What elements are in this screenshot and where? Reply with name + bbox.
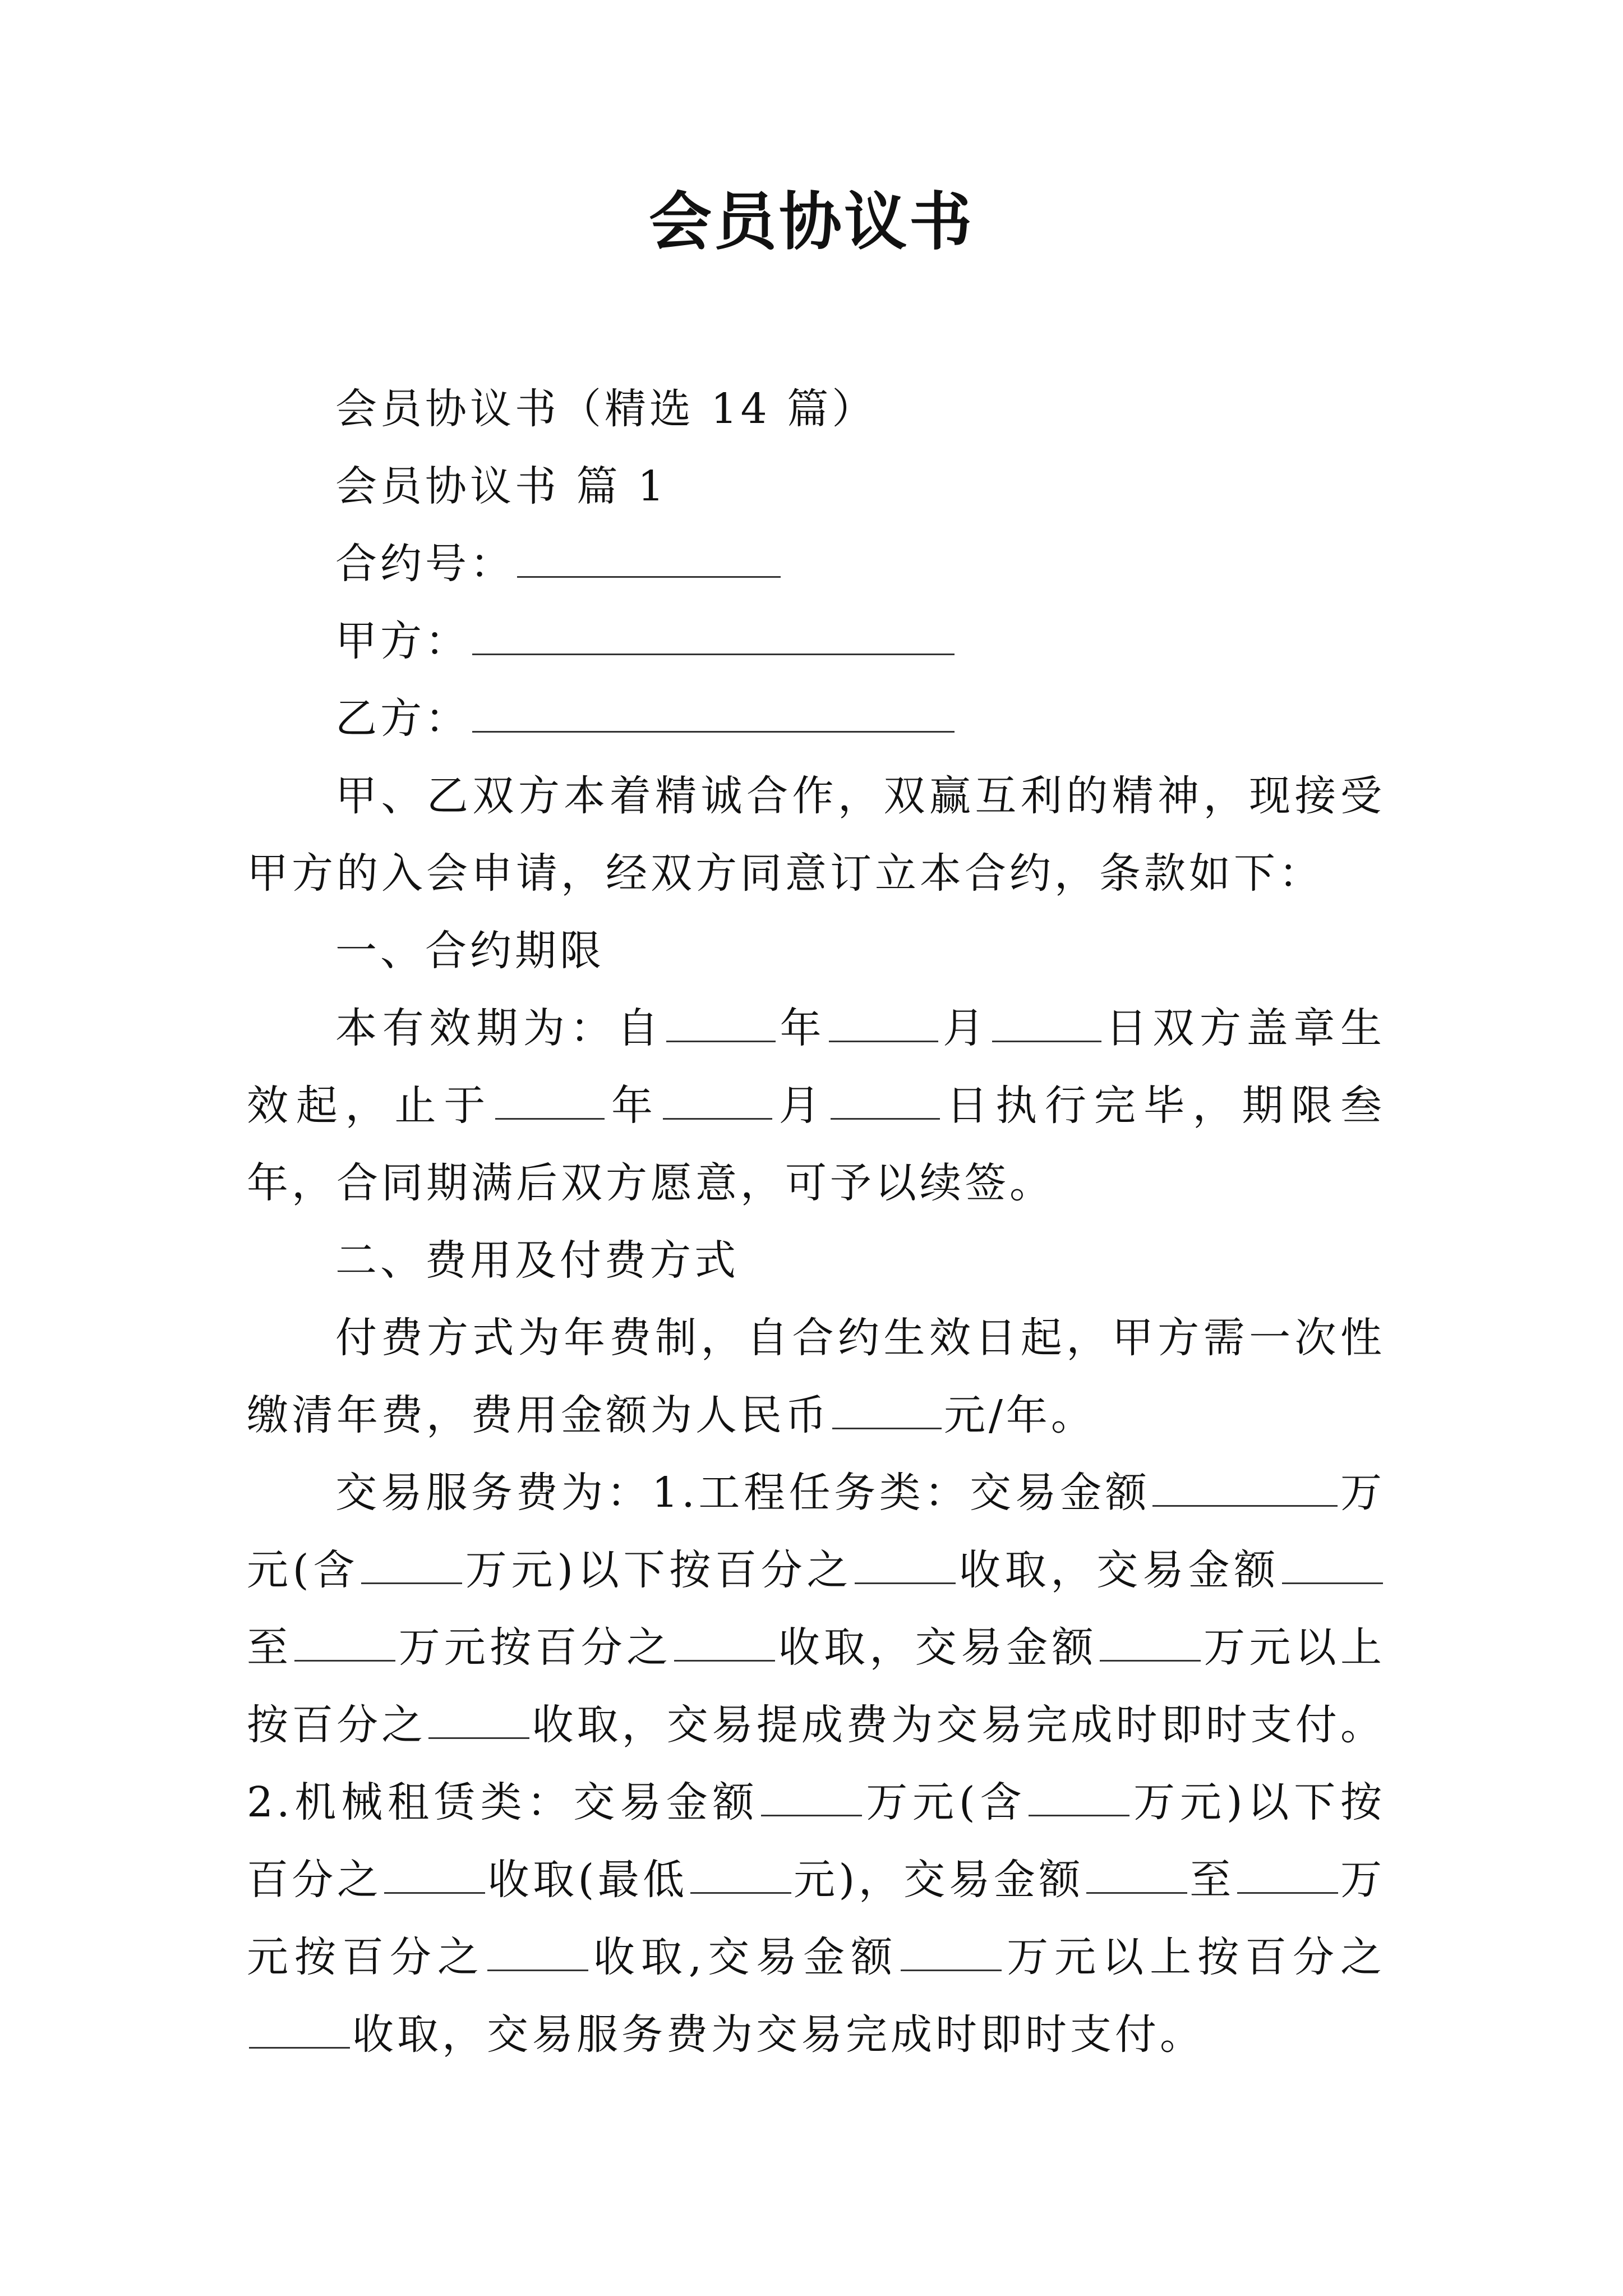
term-text: 年 [777,1004,827,1052]
part-heading: 会员协议书 篇 1 [335,462,668,510]
percent-blank [487,1937,588,1971]
document-body [247,370,1385,2073]
service-text: 至 [247,1623,293,1672]
year-blank [666,1008,776,1042]
subtitle: 会员协议书（精选 14 篇） [335,385,877,433]
term-text: 日执行完毕，期限叁年，合同期满后双方愿意，可予以续签。 [247,1082,1386,1207]
service-text: 万元按百分之 [247,1856,1386,1981]
amount-blank [1152,1473,1338,1507]
contract-number-blank [517,544,781,578]
service-text: 收取，交易金额 [777,1623,1098,1672]
fee-text: 付费方式为年费制，自合约生效日起，甲方需一次性缴清年费，费用金额为人民币 [247,1314,1385,1439]
amount-blank [1086,1860,1187,1894]
amount-blank [294,1627,395,1662]
percent-blank [674,1627,775,1662]
service-text: 收取，交易服务费为交易完成时即时支付。 [352,2010,1205,2059]
service-text: 万元)以下按百分之 [247,1778,1386,1904]
service-text: 收取，交易提成费为交易完成时即时支付。2.机械租赁类：交易金额 [247,1701,1386,1826]
contract-number-line [247,525,1385,602]
term-text: 本有效期为：自 [335,1004,664,1052]
term-text: 年 [607,1082,661,1130]
year-blank [495,1085,605,1120]
month-blank [829,1008,938,1042]
service-text: 万元按百分之 [398,1623,672,1672]
service-fee-paragraph [247,1454,1385,2073]
service-text: 万元以上按百分之 [1004,1933,1385,1981]
service-text: 万元)以下按百分之 [464,1546,853,1594]
percent-blank [855,1550,956,1584]
contract-number-label: 合约号： [335,540,515,588]
day-blank [831,1085,940,1120]
month-blank [663,1085,772,1120]
percent-blank [249,2014,350,2049]
amount-blank [1237,1860,1338,1894]
percent-blank [428,1705,529,1739]
percent-blank [384,1860,485,1894]
service-text: 交易服务费为：1.工程任务类：交易金额 [335,1469,1151,1517]
section2-heading: 二、费用及付费方式 [335,1236,739,1285]
service-text: 收取(最低 [487,1856,688,1904]
fee-paragraph [247,1299,1385,1454]
service-text: 万元以上按百分之 [247,1623,1386,1749]
service-text: 万元(含 [247,1469,1386,1594]
service-text: 万元(含 [864,1778,1027,1826]
party-a-label: 甲方： [335,617,470,665]
term-text: 日双方盖章生效起，止于 [247,1004,1386,1130]
party-a-line [247,602,1385,680]
party-b-blank [472,698,955,733]
fee-amount-blank [832,1395,942,1429]
party-b-label: 乙方： [335,694,470,743]
document-title: 会员协议书 [649,185,974,259]
service-text: 收取，交易金额 [958,1546,1280,1594]
service-text: 元)，交易金额 [793,1856,1084,1904]
amount-blank [1100,1627,1201,1662]
fee-text: 元/年。 [944,1391,1096,1439]
section1-heading: 一、合约期限 [335,927,605,975]
term-paragraph [247,990,1385,1222]
minimum-blank [690,1860,791,1894]
intro-paragraph: 甲、乙双方本着精诚合作，双赢互利的精神，现接受甲方的入会申请，经双方同意订立本合约，条款如下： [247,772,1385,898]
day-blank [992,1008,1101,1042]
amount-blank [1282,1550,1383,1584]
service-text: 至 [1189,1856,1235,1904]
party-a-blank [472,621,955,655]
service-text: 收取,交易金额 [590,1933,899,1981]
amount-blank [1029,1782,1129,1816]
amount-blank [901,1937,1002,1971]
amount-blank [761,1782,862,1816]
term-text: 月 [940,1004,990,1052]
party-b-line [247,680,1385,757]
term-text: 月 [774,1082,828,1130]
amount-blank [361,1550,462,1584]
